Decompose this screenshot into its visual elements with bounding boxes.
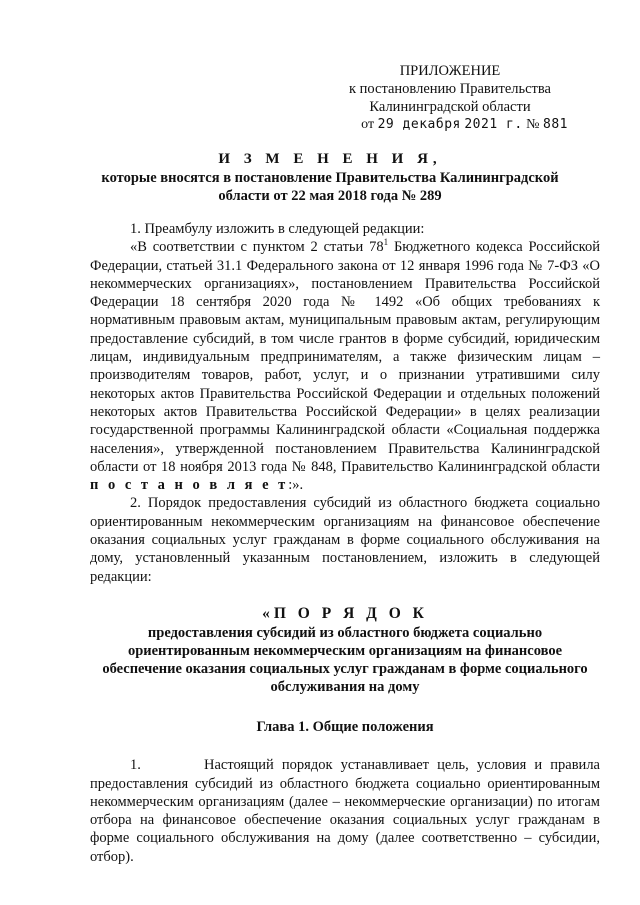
section-2: 2. Порядок предоставления субсидий из областного бюджета социально ориентированным некоммерческим организациям на финансовое обеспечение оказания социальных услуг гражданам в форме социального обслуживания на дому, установленный указанным постановлением, изложить в следующей редакции: bbox=[90, 495, 600, 585]
appendix-date-line bbox=[310, 116, 590, 134]
preamble-end: :». bbox=[288, 477, 304, 494]
preamble-start: «В соответствии с пунктом 2 статьи 78 bbox=[130, 239, 384, 256]
order-title: «П О Р Я Д О К bbox=[262, 604, 428, 622]
changes-heading bbox=[60, 150, 600, 205]
order-subtitle-2: ориентированным некоммерческим организациям на финансовое bbox=[127, 642, 563, 659]
order-subtitle-3: обеспечение оказания социальных услуг гражданам в форме социального bbox=[102, 660, 588, 677]
date-handwritten: 29 декабря bbox=[377, 117, 461, 132]
appendix-line-2: Калининградской области bbox=[369, 99, 531, 115]
date-prefix: от bbox=[361, 117, 375, 132]
appendix-title: ПРИЛОЖЕНИЕ bbox=[399, 63, 501, 79]
changes-subtitle-1: которые вносятся в постановление Правительства Калининградской bbox=[101, 170, 559, 186]
order-subtitle-1: предоставления субсидий из областного бюджета социально bbox=[147, 624, 543, 641]
appendix-line-1: к постановлению Правительства bbox=[349, 81, 551, 97]
number-label: № bbox=[526, 117, 540, 132]
preamble-main: Бюджетного кодекса Российской Федерации, статьей 31.1 Федерального закона от 12 января 1996 года № 7-ФЗ «О некоммерческих организациях», постановлением Правительства Российской Федерации 18 сентября 2020 года № 1492 «Об общих требованиях к нормативным правовым актам, муниципальным правовым актам, регулирующим предоставление субсидий, в том числе грантов в форме субсидий, юридическим лицам, индивидуальным предпринимателям, а также физическим лицам – производителям товаров, работ, услуг, и о признании утратившими силу некоторых актов Правительства Российской Федерации и отдельных положений некоторых актов Правительства Российской Федерации» в целях реализации государственной программы Калининградской области «Социальная поддержка населения», утвержденной постановлением Правительства Калининградской области от 18 ноября 2013 года № 848, Правительство Калининградской области bbox=[90, 239, 600, 475]
chapter-1-title: Глава 1. Общие положения bbox=[256, 718, 434, 735]
changes-title: И З М Е Н Е Н И Я, bbox=[218, 151, 442, 167]
superscript: 1 bbox=[383, 237, 389, 248]
appendix-block bbox=[310, 62, 590, 134]
decree-word: п о с т а н о в л я е т bbox=[90, 477, 289, 494]
order-subtitle-4: обслуживания на дому bbox=[270, 678, 420, 695]
date-year: 2021 г. bbox=[464, 117, 523, 132]
document-body bbox=[90, 220, 600, 866]
section-1-preamble bbox=[90, 238, 600, 494]
changes-subtitle-2: области от 22 мая 2018 года № 289 bbox=[218, 188, 442, 204]
clause-1 bbox=[90, 756, 600, 866]
clause-1-number: 1. bbox=[130, 757, 141, 774]
order-heading bbox=[90, 604, 600, 696]
clause-1-text: Настоящий порядок устанавливает цель, условия и правила предоставления субсидий из областного бюджета социально ориентированным некоммерческим организациям (далее – некоммерческие организации) по итогам отбора на финансовое обеспечение оказания социальных услуг гражданам в форме социального обслуживания на дому (далее соответственно – субсидии, отбор). bbox=[90, 757, 600, 865]
section-1-intro: 1. Преамбулу изложить в следующей редакции: bbox=[130, 221, 425, 237]
number-handwritten: 881 bbox=[543, 117, 568, 132]
